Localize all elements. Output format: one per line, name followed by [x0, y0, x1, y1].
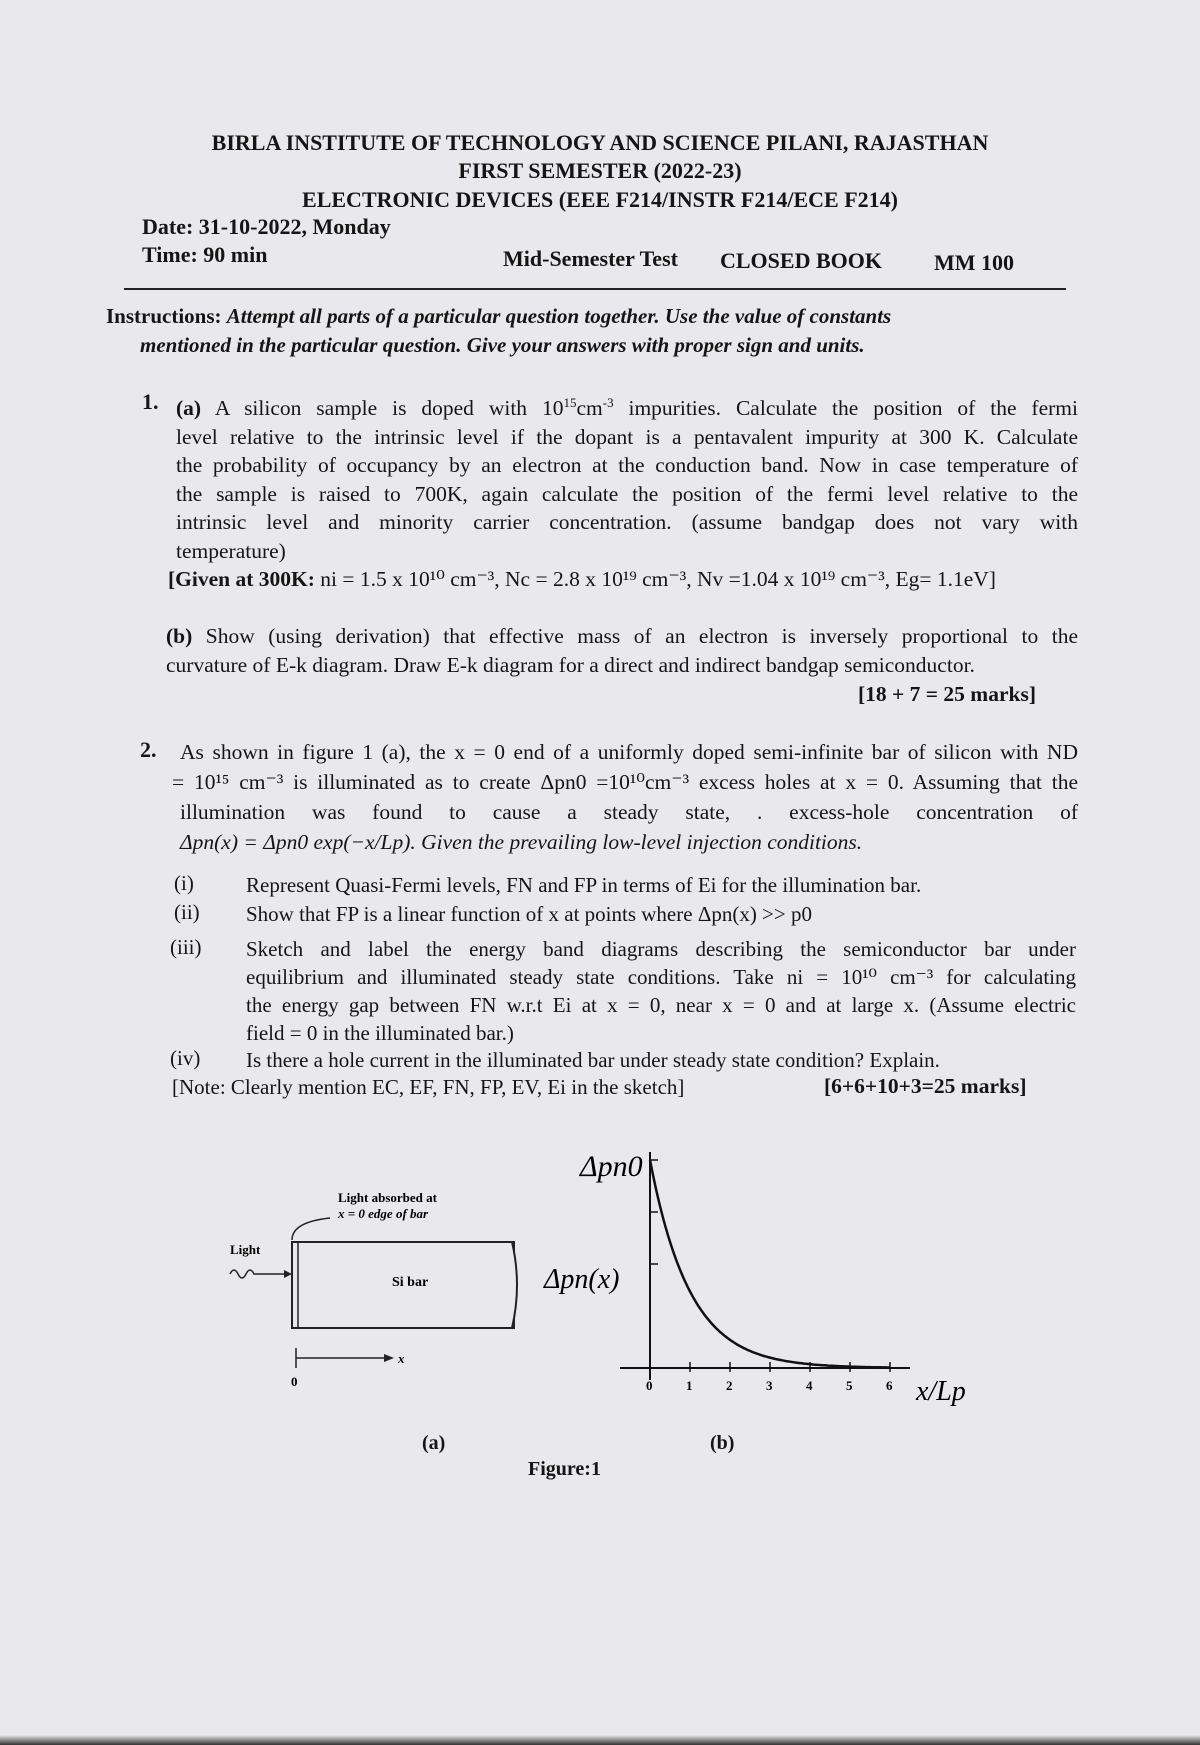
q2-item-i: Represent Quasi-Fermi levels, FN and FP in terms of Ei for the illumination bar. — [246, 873, 922, 897]
chart-axes — [620, 1152, 910, 1380]
q2-item-i-num: (i) — [174, 871, 194, 895]
institute-name: BIRLA INSTITUTE OF TECHNOLOGY AND SCIENCE PILANI, RAJASTHAN — [211, 130, 989, 155]
chart-x-tick-label-6: 6 — [886, 1378, 893, 1393]
fig-a-light-wave — [230, 1270, 288, 1278]
q1-a-line1-post: impurities. Calculate the position of the fermi — [613, 396, 1078, 420]
q2-line3: illumination was found to cause a steady state, . excess-hole concentration of — [180, 800, 1078, 824]
q1-a-unit: cm — [576, 396, 603, 420]
fig-a-arrow-curve — [292, 1218, 330, 1240]
q1-part-b — [166, 622, 1078, 679]
max-marks: MM 100 — [934, 250, 1015, 275]
chart-x-tick-label-4: 4 — [806, 1378, 813, 1393]
chart-x-tick-label-5: 5 — [846, 1378, 853, 1393]
q2-intro — [172, 737, 1078, 857]
chart-x-tick-label-0: 0 — [646, 1378, 653, 1393]
q1-a-exp1: 15 — [563, 395, 577, 410]
fig-b-caption: (b) — [710, 1432, 735, 1454]
instructions — [106, 302, 1082, 359]
q1-a-line3: the probability of occupancy by an electron at the conduction band. Now in case temperature of — [176, 453, 1078, 477]
book-type: CLOSED BOOK — [720, 248, 882, 273]
fig-a-light-arrowhead — [284, 1270, 292, 1278]
chart-x-tick-label-1: 1 — [686, 1378, 693, 1393]
q2-item-iii-line3: the energy gap between FN w.r.t Ei at x = 0, near x = 0 and at large x. (Assume electric — [246, 993, 1076, 1017]
instructions-text-2: mentioned in the particular question. Give your answers with proper sign and units. — [140, 332, 865, 357]
q1-b-line1: Show (using derivation) that effective mass of an electron is inversely proportional to the — [205, 624, 1078, 648]
q1-part-a-label: (a) — [176, 396, 202, 420]
q1-given-label: [Given at 300K: — [168, 567, 315, 591]
chart-top-label: Δpn0 — [580, 1150, 643, 1183]
q1-a-line5: intrinsic level and minority carrier concentration. (assume bandgap does not vary with — [176, 510, 1078, 534]
fig-a-bar-label: Si bar — [392, 1275, 429, 1290]
q2-number: 2. — [140, 737, 157, 762]
course-title: ELECTRONIC DEVICES (EEE F214/INSTR F214/ECE F214) — [302, 187, 898, 212]
q1-b-line2: curvature of E-k diagram. Draw E-k diagram for a direct and indirect bandgap semiconductor. — [166, 652, 975, 677]
q1-part-a — [168, 389, 1078, 594]
q2-item-iv-num: (iv) — [170, 1046, 201, 1070]
q2-marks: [6+6+10+3=25 marks] — [824, 1074, 1027, 1098]
fig-a-bar-break — [512, 1242, 517, 1328]
chart-x-tick-label-2: 2 — [726, 1378, 733, 1393]
q2-item-ii-num: (ii) — [174, 900, 200, 924]
chart-x-tick-label-3: 3 — [766, 1378, 773, 1393]
instructions-text-1: Attempt all parts of a particular question together. Use the value of constants — [226, 304, 892, 328]
q2-item-iv: Is there a hole current in the illuminated bar under steady state condition? Explain. — [246, 1048, 940, 1072]
q2-line4: Δpn(x) = Δpn0 exp(−x/Lp). Given the prevailing low-level injection conditions. — [180, 830, 863, 854]
fig-a-x-arrowhead — [384, 1354, 394, 1362]
instructions-label: Instructions: — [106, 304, 222, 328]
q1-a-line6: temperature) — [176, 538, 286, 563]
q1-marks: [18 + 7 = 25 marks] — [858, 682, 1036, 706]
fig-a-x-label: x — [398, 1351, 405, 1366]
exam-time: Time: 90 min — [142, 242, 268, 267]
semester: FIRST SEMESTER (2022-23) — [458, 158, 742, 183]
fig-a-absorbed-label-1: Light absorbed at — [338, 1190, 437, 1205]
q2-line1: As shown in figure 1 (a), the x = 0 end of a uniformly doped semi-infinite bar of silicon with ND — [180, 740, 1078, 764]
fig-a-origin-label: 0 — [291, 1374, 298, 1389]
q1-part-b-label: (b) — [166, 624, 193, 648]
scan-bottom-edge — [0, 1735, 1200, 1745]
q1-a-line4: the sample is raised to 700K, again calculate the position of the fermi level relative to the — [176, 481, 1078, 506]
chart-series-line — [650, 1160, 890, 1368]
exam-date: Date: 31-10-2022, Monday — [142, 214, 391, 239]
header-rule — [124, 288, 1066, 290]
q1-a-line1-pre: A silicon sample is doped with 10 — [214, 396, 564, 420]
q1-a-exp2: -3 — [602, 395, 614, 410]
test-type: Mid-Semester Test — [503, 246, 678, 271]
q2-item-iii-line1: Sketch and label the energy band diagrams describing the semiconductor bar under — [246, 937, 1076, 961]
q1-a-line2: level relative to the intrinsic level if the dopant is a pentavalent impurity at 300 K. Calculate — [176, 424, 1078, 449]
q2-note: [Note: Clearly mention EC, EF, FN, FP, EV, Ei in the sketch] — [172, 1075, 685, 1099]
q2-item-iii-line4: field = 0 in the illuminated bar.) — [246, 1021, 514, 1045]
figure-b-chart — [540, 1140, 1000, 1430]
chart-x-label: x/Lp — [916, 1376, 966, 1407]
q2-line2: = 10¹⁵ cm⁻³ is illuminated as to create Δpn0 =10¹⁰cm⁻³ excess holes at x = 0. Assuming that the — [172, 770, 1078, 794]
fig-a-caption: (a) — [422, 1432, 446, 1454]
chart-curve-label: Δpn(x) — [544, 1264, 620, 1295]
fig-a-light-label: Light — [230, 1242, 261, 1257]
fig-a-absorbed-label-2: x = 0 edge of bar — [338, 1206, 429, 1221]
q2-item-ii: Show that FP is a linear function of x at points where Δpn(x) >> p0 — [246, 902, 812, 926]
figure-caption: Figure:1 — [528, 1458, 601, 1480]
figure-a — [220, 1180, 540, 1400]
q2-item-iii — [246, 935, 1076, 1047]
q2-item-iii-line2: equilibrium and illuminated steady state conditions. Take ni = 10¹⁰ cm⁻³ for calculating — [246, 965, 1076, 989]
q1-number: 1. — [142, 389, 159, 414]
q1-given-values: ni = 1.5 x 10¹⁰ cm⁻³, Nc = 2.8 x 10¹⁹ cm⁻³, Nv =1.04 x 10¹⁹ cm⁻³, Eg= 1.1eV] — [314, 567, 996, 591]
q2-item-iii-num: (iii) — [170, 935, 202, 959]
